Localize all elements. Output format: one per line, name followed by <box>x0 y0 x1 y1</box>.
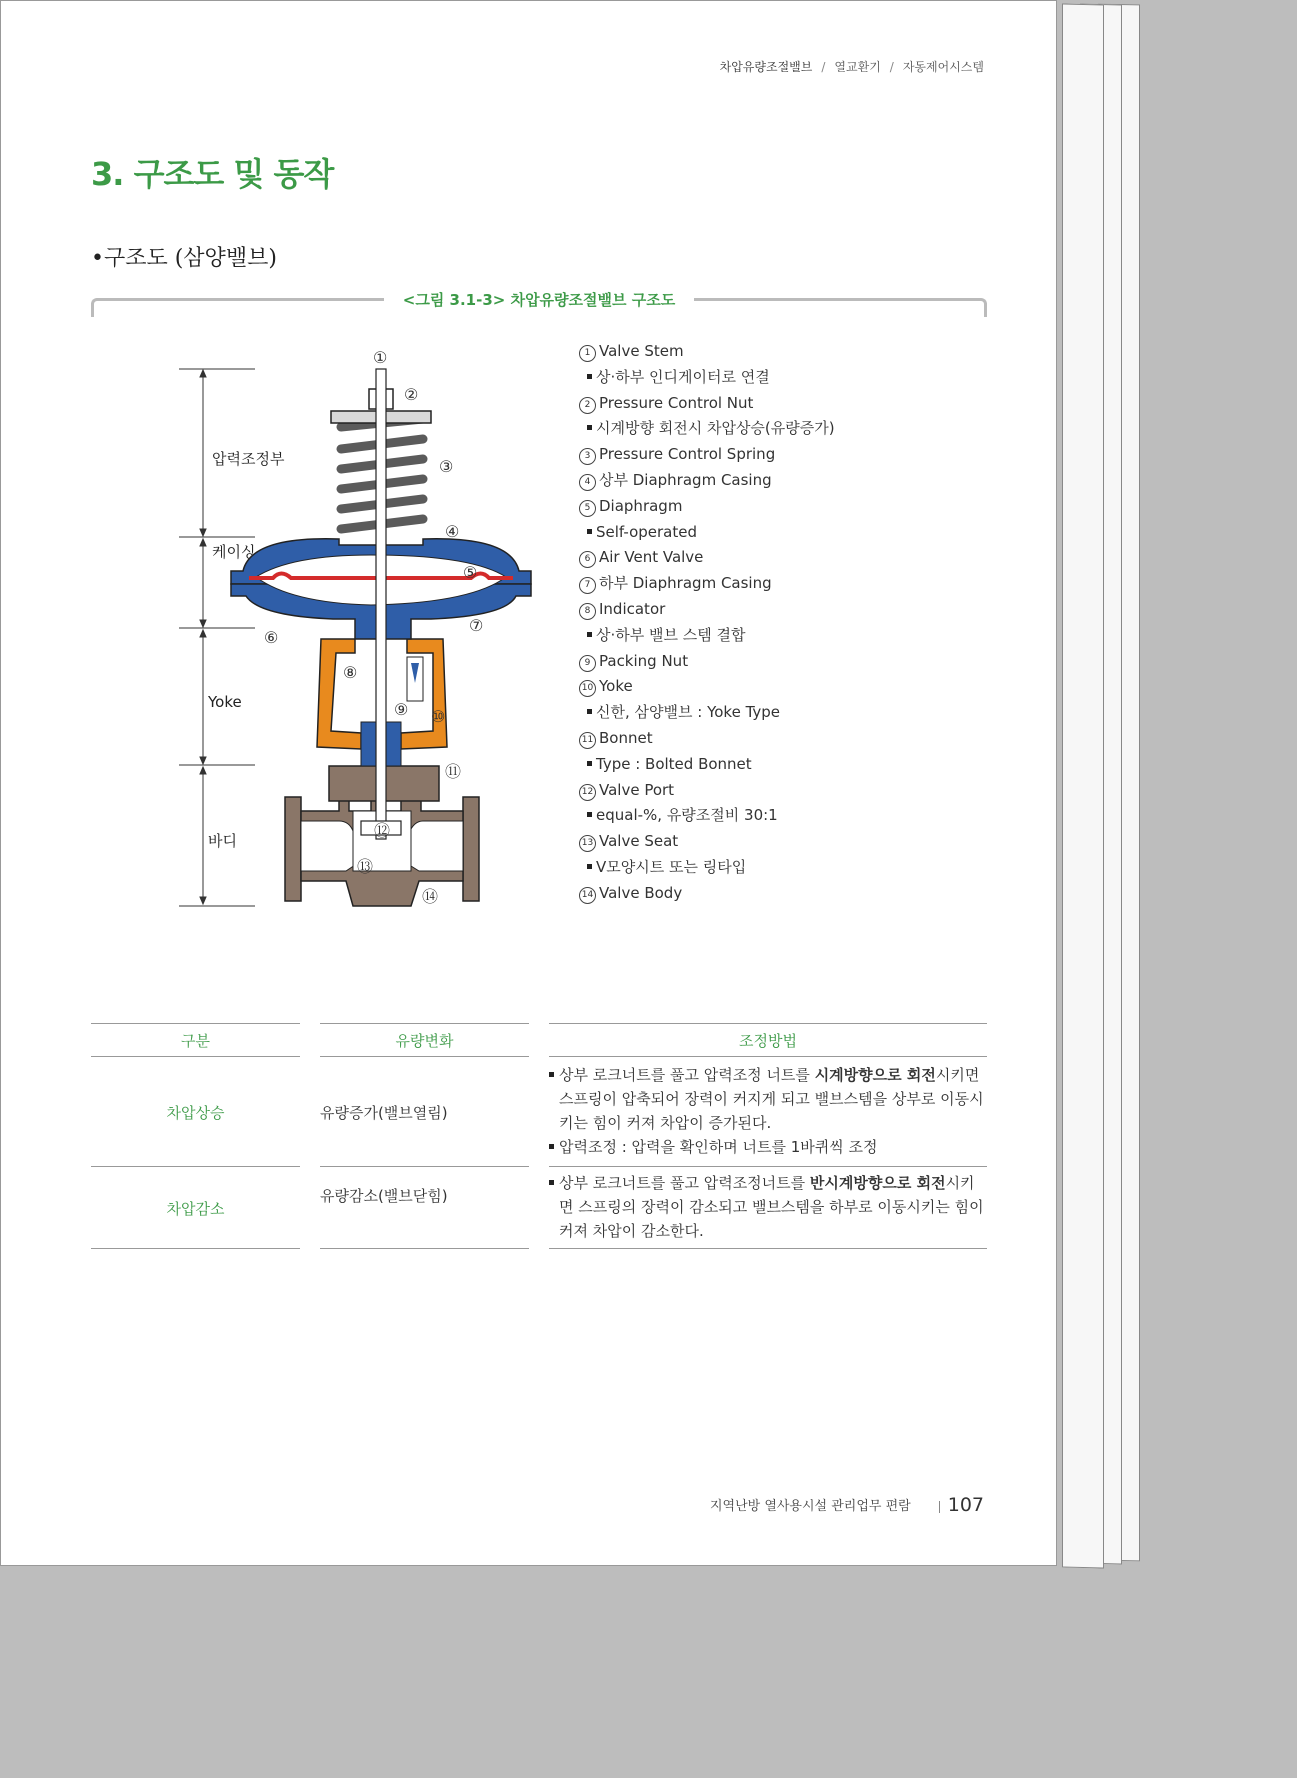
legend-number-badge: 14 <box>579 887 596 904</box>
legend-label: Valve Port <box>599 780 675 799</box>
legend-subitem <box>579 803 835 829</box>
legend-subitem-text: 상·하부 인디게이터로 연결 <box>596 367 770 386</box>
legend-subitem-text: Type : Bolted Bonnet <box>596 754 752 773</box>
legend-subitem-text: Self-operated <box>596 522 697 541</box>
method-bullet <box>549 1135 987 1159</box>
figure-caption: <그림 3.1-3> 차압유량조절밸브 구조도 <box>402 291 676 309</box>
row-category: 차압상승 <box>166 1104 225 1122</box>
row-divider <box>91 1166 300 1167</box>
legend-number-badge: 4 <box>579 474 596 491</box>
legend-label: Bonnet <box>599 728 653 747</box>
page-stack-1 <box>1062 3 1104 1568</box>
legend-subitem-text: 신한, 삼양밸브 : Yoke Type <box>596 703 781 722</box>
method-text: 상부 로크너트를 풀고 압력조정 너트를 <box>559 1066 815 1084</box>
row-divider <box>549 1166 987 1167</box>
breadcrumb-item[interactable]: 열교환기 <box>834 60 881 74</box>
table-header-flow-change: 유량변화 <box>320 1023 529 1057</box>
legend-label: Valve Stem <box>599 342 684 360</box>
zone-label-pressure-control: 압력조정부 <box>212 450 285 468</box>
callout-10: ⑩ <box>431 707 446 726</box>
row-category: 차압감소 <box>166 1200 225 1218</box>
legend-number-badge: 8 <box>579 603 596 620</box>
legend-number-badge: 13 <box>579 835 596 852</box>
legend-label: Valve Body <box>599 883 683 902</box>
legend-number-badge: 12 <box>579 784 596 801</box>
legend-subitem <box>579 520 835 546</box>
method-emphasis: 시계방향으로 회전 <box>814 1066 936 1084</box>
callout-11: ⑪ <box>445 762 462 781</box>
bullet-icon <box>587 529 592 534</box>
legend-subitem-text: V모양시트 또는 링타입 <box>596 857 747 876</box>
legend-label: Valve Seat <box>599 832 679 851</box>
valve-stem <box>376 369 386 839</box>
row-flow-change: 유량감소(밸브닫힘) <box>320 1187 448 1205</box>
legend-item <box>579 545 835 571</box>
callout-9: ⑨ <box>394 700 409 719</box>
legend-item <box>579 494 835 520</box>
legend-item <box>579 571 835 597</box>
legend-number-badge: 11 <box>579 732 596 749</box>
legend-label: Pressure Control Spring <box>599 445 776 464</box>
zone-label-yoke: Yoke <box>208 693 242 711</box>
breadcrumb-item[interactable]: 차압유량조절밸브 <box>719 60 813 74</box>
bullet-icon <box>587 374 592 379</box>
bullet-icon <box>549 1072 554 1077</box>
table-header-category: 구분 <box>91 1023 300 1057</box>
callout-14: ⑭ <box>422 887 439 906</box>
subsection-title: •구조도 (삼양밸브) <box>91 246 277 271</box>
legend-label: 하부 Diaphragm Casing <box>599 574 772 593</box>
legend-item <box>579 391 835 417</box>
callout-7: ⑦ <box>469 616 484 635</box>
legend-item <box>579 597 835 623</box>
page-footer <box>710 1494 984 1516</box>
bullet-icon <box>587 632 592 637</box>
callout-2: ② <box>404 385 419 404</box>
row-divider <box>320 1166 529 1167</box>
bullet-icon <box>549 1180 554 1185</box>
callout-6: ⑥ <box>264 628 279 647</box>
legend-item <box>579 468 835 494</box>
bullet-icon <box>587 864 592 869</box>
method-emphasis: 반시계방향으로 회전 <box>809 1174 946 1192</box>
method-text: 시키면 스프링의 장력이 감소되고 밸브스템을 하부로 이동시키는 힘이 커져 차압이 감소한다. <box>559 1174 984 1240</box>
legend-item <box>579 829 835 855</box>
callout-13: ⑬ <box>357 857 374 876</box>
legend-subitem <box>579 623 835 649</box>
legend-label: Air Vent Valve <box>599 548 704 567</box>
bullet-icon <box>587 812 592 817</box>
legend-label: Packing Nut <box>599 651 689 670</box>
legend-subitem-text: 시계방향 회전시 차압상승(유량증가) <box>596 419 835 438</box>
legend-subitem <box>579 700 835 726</box>
bullet-icon <box>587 709 592 714</box>
legend-item <box>579 881 835 907</box>
legend-subitem <box>579 752 835 778</box>
table-bottom-rule <box>91 1248 300 1249</box>
legend-subitem <box>579 855 835 881</box>
row-method <box>549 1063 987 1159</box>
breadcrumb <box>720 58 984 75</box>
legend-number-badge: 5 <box>579 500 596 517</box>
method-text: 시키면 스프링이 압축되어 장력이 커지게 되고 밸브스템을 상부로 이동시키는 힘이 커져 차압이 증가된다. <box>559 1066 984 1132</box>
callout-3: ③ <box>439 457 454 476</box>
table-bottom-rule <box>320 1248 529 1249</box>
row-flow-change: 유량증가(밸브열림) <box>320 1104 448 1122</box>
bullet-icon <box>549 1144 554 1149</box>
component-legend <box>579 339 835 907</box>
legend-item <box>579 726 835 752</box>
method-bullet <box>549 1171 987 1243</box>
footer-separator <box>939 1501 940 1513</box>
legend-number-badge: 2 <box>579 397 596 414</box>
legend-number-badge: 10 <box>579 680 596 697</box>
legend-number-badge: 6 <box>579 551 596 568</box>
zone-label-body: 바디 <box>208 832 237 850</box>
legend-item <box>579 778 835 804</box>
callout-1: ① <box>373 348 388 367</box>
breadcrumb-separator: / <box>821 60 826 74</box>
legend-subitem-text: equal-%, 유량조절비 30:1 <box>596 806 778 825</box>
method-text: 상부 로크너트를 풀고 압력조정너트를 <box>559 1174 810 1192</box>
legend-number-badge: 3 <box>579 448 596 465</box>
table-bottom-rule <box>549 1248 987 1249</box>
breadcrumb-separator: / <box>889 60 894 74</box>
legend-number-badge: 7 <box>579 577 596 594</box>
legend-item <box>579 339 835 365</box>
figure-caption-bar <box>91 291 987 318</box>
table-header-method: 조정방법 <box>549 1023 987 1057</box>
legend-label: Indicator <box>599 599 666 618</box>
callout-8: ⑧ <box>343 663 358 682</box>
legend-item <box>579 649 835 675</box>
legend-label: Diaphragm <box>599 496 683 515</box>
legend-label: Yoke <box>599 677 633 696</box>
legend-label: 상부 Diaphragm Casing <box>599 470 772 489</box>
bullet-icon <box>587 761 592 766</box>
row-method <box>549 1171 987 1243</box>
callout-5: ⑤ <box>463 563 478 582</box>
breadcrumb-item[interactable]: 자동제어시스템 <box>902 60 984 74</box>
method-bullet <box>549 1063 987 1135</box>
method-text: 압력조정 : 압력을 확인하며 너트를 1바퀴씩 조정 <box>559 1138 878 1156</box>
section-title: 3. 구조도 및 동작 <box>91 155 334 193</box>
legend-item <box>579 442 835 468</box>
legend-number-badge: 1 <box>579 345 596 362</box>
book-title: 지역난방 열사용시설 관리업무 편람 <box>709 1499 911 1514</box>
legend-subitem-text: 상·하부 밸브 스템 결합 <box>596 625 746 644</box>
legend-subitem <box>579 416 835 442</box>
legend-item <box>579 674 835 700</box>
legend-subitem <box>579 365 835 391</box>
legend-label: Pressure Control Nut <box>599 393 754 412</box>
bullet-icon <box>587 425 592 430</box>
callout-12: ⑫ <box>374 821 391 840</box>
valve-structure-diagram <box>171 341 551 916</box>
legend-number-badge: 9 <box>579 655 596 672</box>
callout-4: ④ <box>445 522 460 541</box>
page-number: 107 <box>947 1494 984 1516</box>
zone-label-casing: 케이싱 <box>212 543 256 561</box>
